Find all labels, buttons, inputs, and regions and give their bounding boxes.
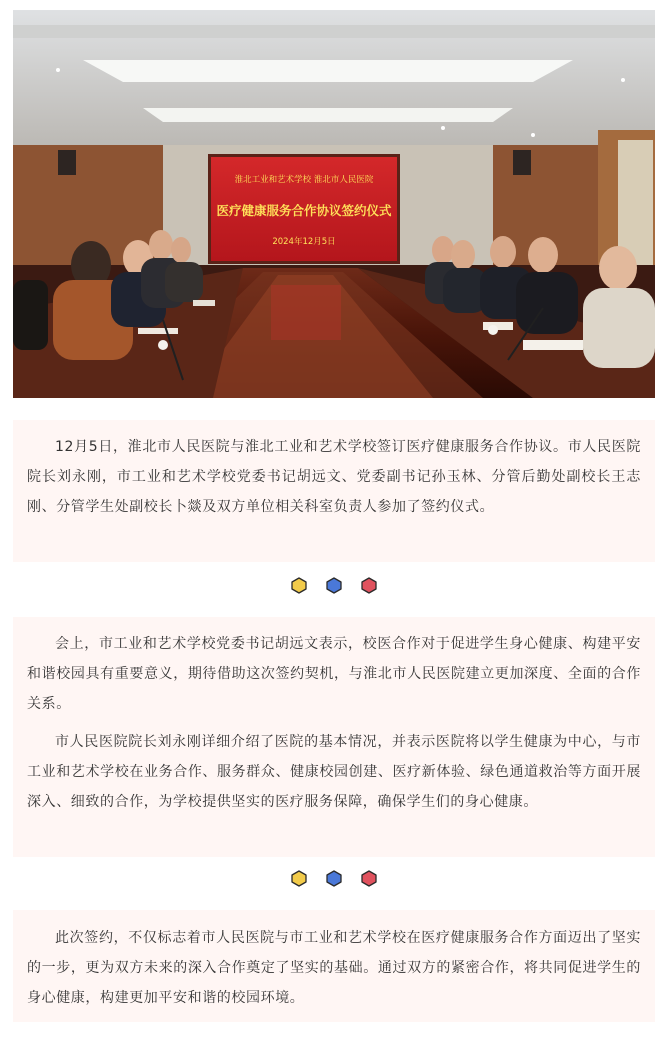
- paragraph-school-remarks: 会上，市工业和艺术学校党委书记胡远文表示，校医合作对于促进学生身心健康、构建平安和谐校园具有重要意义，期待借助这次签约契机，与淮北市人民医院建立更加深度、全面的合作关系。: [27, 636, 641, 712]
- cube-divider-2: [0, 868, 668, 888]
- blue-cube-icon: [327, 578, 341, 593]
- paragraph-conclusion: 此次签约，不仅标志着市人民医院与市工业和艺术学校在医疗健康服务合作方面迈出了坚实的一步，更为双方未来的深入合作奠定了坚实的基础。通过双方的紧密合作，将共同促进学生的身心健康，构建更加平安和谐的校园环境。: [27, 930, 641, 1006]
- red-cube-icon: [362, 871, 376, 886]
- yellow-cube-icon: [292, 871, 306, 886]
- paragraph-hospital-remarks: 市人民医院院长刘永刚详细介绍了医院的基本情况，并表示医院将以学生健康为中心，与市工业和艺术学校在业务合作、服务群众、健康校园创建、医疗新体验、绿色通道救治等方面开展深入、细致的合作，为学校提供坚实的医疗服务保障，确保学生们的身心健康。: [27, 734, 641, 810]
- red-cube-icon: [362, 578, 376, 593]
- cube-divider-1: [0, 575, 668, 595]
- screen-line-1: 淮北工业和艺术学校 淮北市人民医院: [234, 175, 374, 185]
- meeting-photo: [13, 10, 655, 398]
- paragraph-block-2: [13, 617, 655, 857]
- paragraph-block-3: [13, 910, 655, 1022]
- screen-line-3: 2024年12月5日: [272, 237, 336, 247]
- blue-cube-icon: [327, 871, 341, 886]
- yellow-cube-icon: [292, 578, 306, 593]
- paragraph-block-1: [13, 420, 655, 562]
- screen-line-2: 医疗健康服务合作协议签约仪式: [216, 203, 392, 218]
- paragraph-signing-intro: 12月5日，淮北市人民医院与淮北工业和艺术学校签订医疗健康服务合作协议。市人民医院院长刘永刚，市工业和艺术学校党委书记胡远文、党委副书记孙玉林、分管后勤处副校长王志刚、分管学生处副校长卜燚及双方单位相关科室负责人参加了签约仪式。: [27, 439, 641, 515]
